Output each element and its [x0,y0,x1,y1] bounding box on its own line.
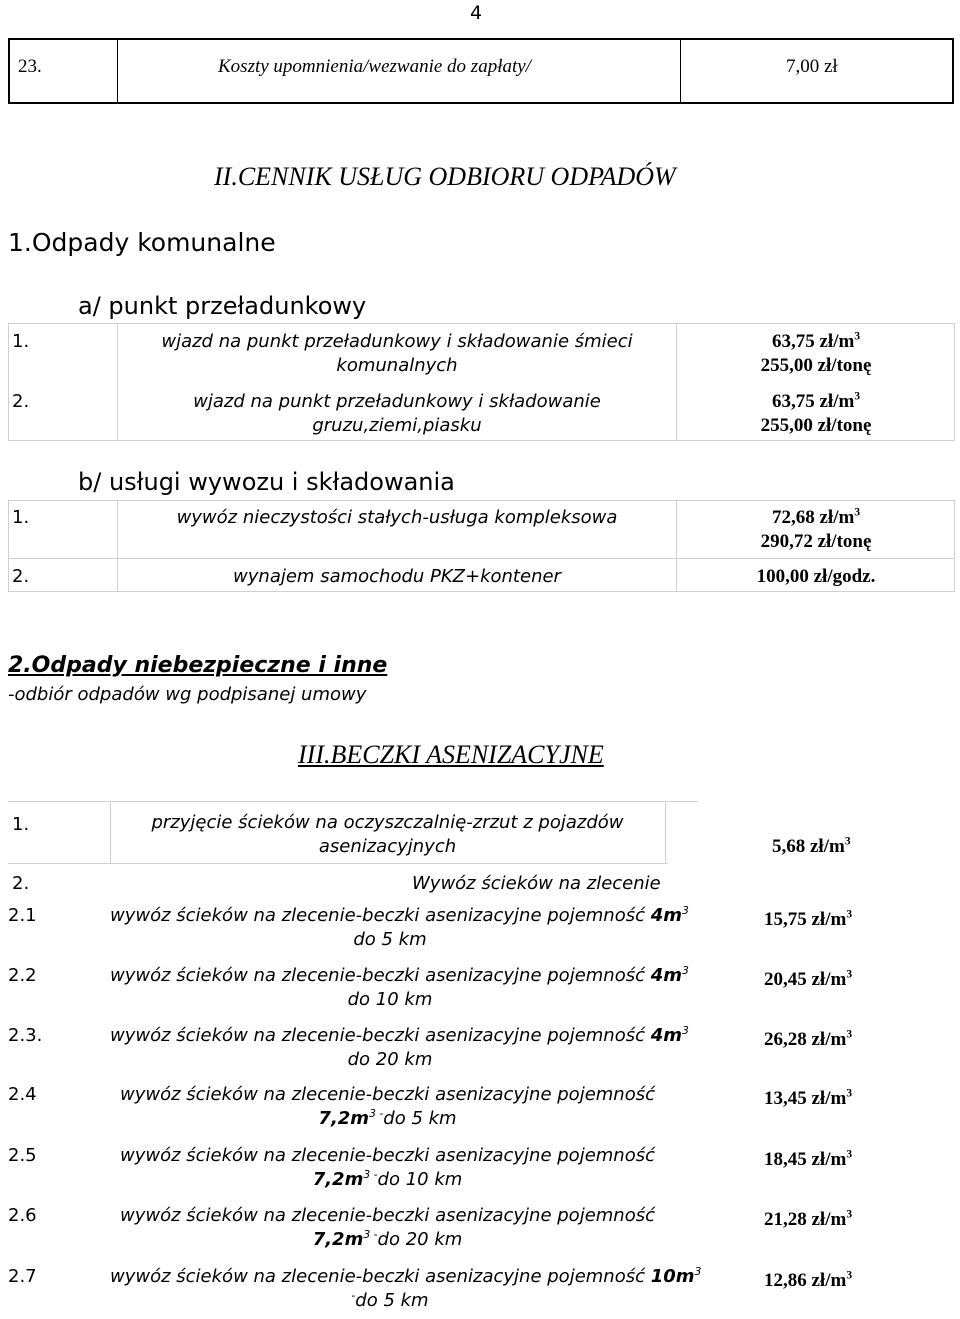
fee-row-23-price: 7,00 zł [786,56,838,77]
table-divider [665,801,666,863]
sewage-item-price: 26,28 $zł/m^3$ [764,1028,853,1050]
sewage-item-desc-line2: $7,2m^{3 -}do$ 10 km [312,1168,463,1190]
sewage-item-desc-line1: wywóz ścieków na zlecenie-beczki asenizacyjne pojemność [120,1145,655,1166]
capacity-value: 7,2m [312,1169,364,1190]
sewage-item-price: 12,86 $zł/m^3$ [764,1269,853,1291]
table-divider [8,863,668,864]
sewage-item-num: 2.1 [8,905,37,926]
fee-row-23-label: Koszty upomnienia/wezwanie do zapłaty/ [218,56,531,77]
collection-row-2-num: 2. [12,566,30,587]
transfer-row-2-desc-line2: gruzu,ziemi,piasku [312,415,482,436]
capacity-value: 7,2m [318,1108,370,1129]
fee-row-23-num-cell [10,40,118,102]
sewage-item-desc-line2: $7,2m^{3 -}do$ 20 km [312,1228,463,1250]
sewage-row-2-num: 2. [12,873,30,894]
sewage-item-price: 13,45 $zł/m^3$ [764,1087,853,1109]
section-2-title: II.CENNIK USŁUG ODBIORU ODPADÓW [214,162,676,191]
sewage-row-1-num: 1. [12,814,30,835]
collection-row-2-desc: wynajem samochodu PKZ+kontener [233,566,561,587]
collection-row-1-price-weight: 290,72 zł/tonę [760,531,872,552]
sewage-item-num: 2.4 [8,1084,37,1105]
collection-row-1-desc: wywóz nieczystości stałych-usługa kompleksowa [176,507,618,528]
sewage-item-desc-line2: do 5 km [353,929,427,950]
capacity-value: 7,2m [312,1229,364,1250]
transfer-row-2-price-volume: 63,75 $zł/m^3$ [771,390,861,412]
sewage-item-price: 18,45 $zł/m^3$ [764,1148,853,1170]
collection-row-2-price: 100,00 zł/godz. [756,566,876,587]
sewage-item-desc-line1: wywóz ścieków na zlecenie-beczki asenizacyjne pojemność $4m^3$ [110,964,689,986]
sewage-item-desc-line1: wywóz ścieków na zlecenie-beczki asenizacyjne pojemność $4m^3$ [110,904,689,926]
sewage-row-2-desc: Wywóz ścieków na zlecenie [412,873,661,894]
transfer-row-2-price-weight: 255,00 zł/tonę [760,415,872,436]
transfer-row-1-num: 1. [12,331,30,352]
section-3-title: III.BECZKI ASENIZACYJNE [298,740,604,769]
sewage-item-desc-line2: -do 5 km [351,1289,429,1311]
capacity-value: 10m [650,1266,695,1287]
sewage-item-price: 21,28 $zł/m^3$ [764,1208,853,1230]
transfer-row-2-num: 2. [12,391,30,412]
fee-row-23 [8,38,954,104]
hazardous-waste-note: -odbiór odpadów wg podpisanej umowy [8,684,367,705]
transfer-row-1-price-volume: 63,75 $zł/m^3$ [771,330,861,352]
hazardous-waste-heading: 2.Odpady niebezpieczne i inne [8,653,388,678]
table-divider [8,558,955,559]
sewage-item-num: 2.6 [8,1205,37,1226]
sewage-item-desc-line2: $7,2m^{3 -}do$ 5 km [318,1107,457,1129]
page-number: 4 [470,2,483,24]
sewage-item-num: 2.3. [8,1025,43,1046]
collection-row-1-num: 1. [12,507,30,528]
capacity-value: 4m [650,1025,683,1046]
collection-services-heading: b/ usługi wywozu i składowania [78,468,455,496]
capacity-value: 4m [650,905,683,926]
sewage-row-1-desc-line1: przyjęcie ścieków na oczyszczalnię-zrzut z pojazdów [151,812,624,833]
sewage-item-num: 2.2 [8,965,37,986]
sewage-item-desc-line1: wywóz ścieków na zlecenie-beczki asenizacyjne pojemność $10m^3$ [110,1265,702,1287]
fee-row-23-label-cell [118,40,681,102]
sewage-item-desc-line1: wywóz ścieków na zlecenie-beczki asenizacyjne pojemność [120,1084,655,1105]
transfer-row-2-desc-line1: wjazd na punkt przeładunkowy i składowanie [193,391,601,412]
sewage-item-num: 2.5 [8,1145,37,1166]
sewage-item-desc-line2: do 20 km [347,1049,433,1070]
fee-row-23-num: 23. [18,56,42,77]
sewage-item-price: 20,45 $zł/m^3$ [764,968,853,990]
transfer-row-1-price-weight: 255,00 zł/tonę [760,355,872,376]
transfer-row-1-desc-line2: komunalnych [336,355,458,376]
sewage-item-price: 15,75 $zł/m^3$ [764,908,853,930]
sewage-row-1-desc-line2: asenizacyjnych [318,836,457,857]
table-divider [8,801,698,802]
collection-row-1-price-volume: 72,68 $zł/m^3$ [771,506,861,528]
sewage-item-num: 2.7 [8,1266,37,1287]
sewage-item-desc-line1: wywóz ścieków na zlecenie-beczki asenizacyjne pojemność $4m^3$ [110,1024,689,1046]
sewage-item-desc-line1: wywóz ścieków na zlecenie-beczki asenizacyjne pojemność [120,1205,655,1226]
sewage-row-1-price: 5,68 $zł/m^3$ [772,835,851,857]
transfer-point-heading: a/ punkt przeładunkowy [78,292,367,320]
capacity-value: 4m [650,965,683,986]
sewage-item-desc-line2: do 10 km [347,989,433,1010]
transfer-row-1-desc-line1: wjazd na punkt przeładunkowy i składowanie śmieci [161,331,633,352]
waste-communal-heading: 1.Odpady komunalne [8,228,276,257]
